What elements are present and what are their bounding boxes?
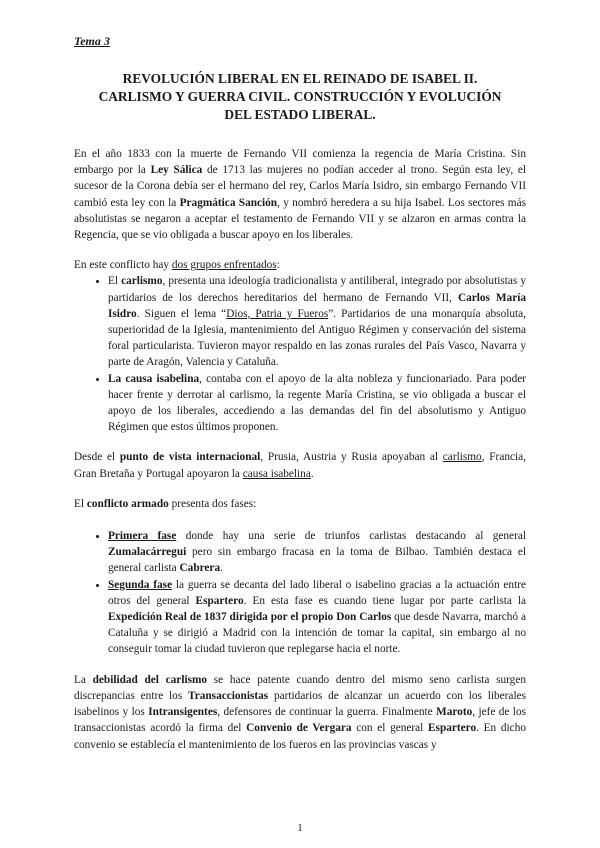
text-run: se hace patente cuando dentro del mismo seno carlista surgen discrepancias entre los <box>74 673 526 702</box>
term-segunda-fase: Segunda fase <box>108 578 173 591</box>
list-item-isabelina <box>108 371 526 436</box>
text-run: presenta dos fases: <box>168 497 257 510</box>
text-run: . En esta fase es cuando tiene lugar por parte carlista la <box>243 594 526 607</box>
term-maroto: Maroto <box>436 706 473 719</box>
term-debilidad: debilidad del carlismo <box>92 673 208 686</box>
term-lema: Dios, Patria y Fueros <box>226 307 329 320</box>
term-carlos-maria-isidro: Carlos María Isidro <box>108 291 526 320</box>
text-run: : <box>276 259 280 272</box>
title-line-3: DEL ESTADO LIBERAL. <box>224 107 376 122</box>
term-espartero-2: Espartero <box>428 722 477 735</box>
paragraph-international <box>74 449 526 481</box>
term-ley-salica: Ley Sálica <box>150 164 203 177</box>
phases-list <box>74 528 526 658</box>
text-run: la guerra se decanta del lado liberal o isabelino gracias a la actuación entre otros del general <box>108 578 526 607</box>
term-transaccionistas: Transaccionistas <box>188 689 269 702</box>
text-run: En el año 1833 con la muerte de Fernando VII comienza la regencia de María Cristina. Sin embargo por la <box>74 148 526 177</box>
term-pragmatica-sancion: Pragmática Sanción <box>179 196 278 209</box>
text-run: de 1713 las mujeres no podían acceder al trono. Según esta ley, el sucesor de la Corona debía ser el hermano del rey, Carlos María Isidro, sin embargo Fernando VII cambió esta ley con la <box>74 164 526 209</box>
text-run: donde hay una serie de triunfos carlistas destacando al general <box>176 530 526 543</box>
text-run: . En dicho convenio se establecía el mantenimiento de los fueros en las provincias vascas y <box>74 722 526 751</box>
term-primera-fase: Primera fase <box>108 530 177 543</box>
text-run: . <box>220 562 223 575</box>
term-intransigentes: Intransigentes <box>148 706 218 719</box>
text-run: partidarios de alcanzar un acuerdo con los liberales isabelinos y los <box>74 689 526 719</box>
list-item-segunda-fase <box>108 577 526 658</box>
document-body <box>74 146 526 767</box>
text-run: . Siguen el lema “ <box>136 307 227 320</box>
term-causa-isabelina: La causa isabelina <box>108 372 200 385</box>
paragraph-conflict <box>74 257 526 273</box>
groups-list <box>74 273 526 435</box>
list-item-carlismo <box>108 273 526 370</box>
paragraph-armed-conflict <box>74 496 526 512</box>
text-run: con el general <box>351 722 429 735</box>
text-run: El <box>74 497 87 510</box>
text-run: , presenta una ideología tradicionalista y antiliberal, integrado por absolutistas y partidarios de los derechos hereditarios del hermano de Fernando VII, <box>108 275 526 304</box>
term-dos-grupos: dos grupos enfrentados <box>171 259 277 272</box>
text-run: Desde el <box>74 451 120 464</box>
text-run: pero sin embargo fracasa en la toma de Bilbao. También destaca el general carlista <box>108 546 526 575</box>
text-run: La <box>74 673 93 686</box>
term-carlismo-link: carlismo <box>442 451 482 464</box>
term-convenio-vergara: Convenio de Vergara <box>246 722 352 735</box>
term-zumalacarregui: Zumalacárregui <box>108 546 187 559</box>
term-carlismo: carlismo <box>121 275 163 288</box>
title-line-2: CARLISMO Y GUERRA CIVIL. CONSTRUCCIÓN Y EVOLUCIÓN <box>98 89 502 104</box>
text-run: , jefe de los transaccionistas acordó la firma del <box>74 706 526 735</box>
text-run: , contaba con el apoyo de la alta nobleza y funcionariado. Para poder hacer frente y derrotar al carlismo, la regente María Cristina, se vio obligada a buscar el apoyo de los liberales, accediendo a las demandas del fin del absolutismo y Antiguo Régimen que estos últimos proponen. <box>108 372 526 434</box>
term-espartero: Espartero <box>195 594 244 607</box>
paragraph-intro <box>74 146 526 243</box>
text-run: , Prusia, Austria y Rusia apoyaban al <box>260 451 443 464</box>
text-run: , Francia, Gran Bretaña y Portugal apoyaron la <box>74 451 526 480</box>
text-run: , defensores de continuar la guerra. Finalmente <box>217 706 437 719</box>
paragraph-weakness <box>74 672 526 753</box>
text-run: . <box>310 467 314 480</box>
page-title <box>74 70 526 124</box>
text-run: ”. Partidarios de una monarquía absoluta, superioridad de la Iglesia, mantenimiento del Antiguo Régimen y conservación del sistema foral particularista. Tuvieron mayor respaldo en las zonas rurales del País Vasco, Navarra y parte de Aragón, Valencia y Cataluña. <box>108 307 526 369</box>
term-expedicion-real: Expedición Real de 1837 dirigida por el propio Don Carlos <box>108 611 392 624</box>
page-number: 1 <box>297 822 303 834</box>
term-conflicto-armado: conflicto armado <box>86 497 169 510</box>
term-causa-isabelina-link: causa isabelina <box>242 467 311 480</box>
text-run: El <box>108 275 122 288</box>
text-run: En este conflicto hay <box>74 259 172 272</box>
list-item-primera-fase <box>108 528 526 577</box>
text-run: que desde Navarra, marchó a Cataluña y se dirigió a Madrid con la intención de tomar la capital, sin embargo al no conseguir tomar la ciudad tuvieron que replegarse hacia el norte. <box>108 611 526 656</box>
topic-heading: Tema 3 <box>74 34 110 48</box>
title-line-1: REVOLUCIÓN LIBERAL EN EL REINADO DE ISABEL II. <box>122 71 478 86</box>
text-run: , y nombró heredera a su hija Isabel. Los sectores más absolutistas se negaron a aceptar el testamento de Fernando VII y se alzaron en armas contra la Regencia, que se vio obligada a buscar apoyo en los liberales. <box>74 196 527 242</box>
term-cabrera: Cabrera <box>179 562 221 575</box>
term-punto-de-vista: punto de vista internacional <box>119 451 261 464</box>
